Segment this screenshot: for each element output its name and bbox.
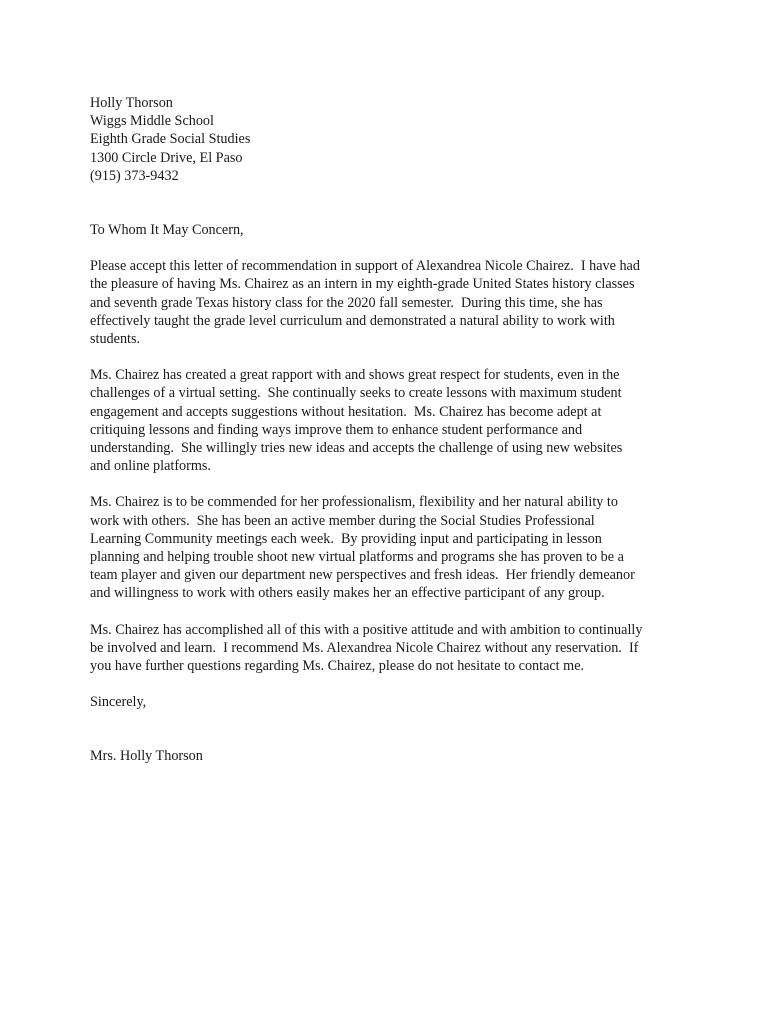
paragraph-line: Ms. Chairez is to be commended for her professionalism, flexibility and her natural ability to (90, 494, 618, 511)
letter-page (90, 94, 730, 766)
body-paragraph-1 (90, 257, 730, 348)
sender-block (90, 94, 730, 185)
paragraph-line: Learning Community meetings each week. By providing input and participating in lesson (90, 530, 602, 547)
paragraph-line: and seventh grade Texas history class for the 2020 fall semester. During this time, she has (90, 294, 603, 311)
signature-name: Mrs. Holly Thorson (90, 748, 203, 765)
paragraph-line: and willingness to work with others easily makes her an effective participant of any group. (90, 585, 605, 602)
paragraph-line: critiquing lessons and finding ways improve them to enhance student performance and (90, 421, 583, 438)
paragraph-line: you have further questions regarding Ms. Chairez, please do not hesitate to contact me. (90, 658, 585, 675)
body-paragraph-4 (90, 621, 730, 676)
body-paragraph-3 (90, 493, 730, 602)
paragraph-line: planning and helping trouble shoot new virtual platforms and programs she has proven to be a (90, 549, 624, 566)
sender-department: Eighth Grade Social Studies (90, 131, 251, 148)
paragraph-line: Ms. Chairez has created a great rapport with and shows great respect for students, even in the (90, 367, 620, 384)
paragraph-line: be involved and learn. I recommend Ms. Alexandrea Nicole Chairez without any reservation. If (90, 639, 639, 656)
paragraph-line: team player and given our department new perspectives and fresh ideas. Her friendly demeanor (90, 567, 635, 584)
paragraph-line: engagement and accepts suggestions without hesitation. Ms. Chairez has become adept at (90, 403, 602, 420)
body-paragraph-2 (90, 366, 730, 475)
letter-body (90, 257, 730, 675)
paragraph-line: challenges of a virtual setting. She continually seeks to create lessons with maximum student (90, 385, 622, 402)
closing: Sincerely, (90, 694, 147, 711)
sender-phone: (915) 373-9432 (90, 167, 179, 184)
paragraph-line: Please accept this letter of recommendation in support of Alexandrea Nicole Chairez. I have had (90, 258, 640, 275)
paragraph-line: Ms. Chairez has accomplished all of this with a positive attitude and with ambition to continually (90, 621, 643, 638)
paragraph-line: understanding. She willingly tries new ideas and accepts the challenge of using new websites (90, 440, 623, 457)
sender-name: Holly Thorson (90, 95, 173, 111)
paragraph-line: effectively taught the grade level curriculum and demonstrated a natural ability to work with (90, 312, 615, 329)
paragraph-line: the pleasure of having Ms. Chairez as an intern in my eighth-grade United States history classes (90, 276, 635, 293)
sender-address: 1300 Circle Drive, El Paso (90, 149, 243, 166)
paragraph-line: work with others. She has been an active member during the Social Studies Professional (90, 512, 595, 529)
salutation: To Whom It May Concern, (90, 222, 244, 239)
sender-school: Wiggs Middle School (90, 113, 214, 130)
paragraph-line: students. (90, 331, 141, 348)
paragraph-line: and online platforms. (90, 458, 211, 475)
